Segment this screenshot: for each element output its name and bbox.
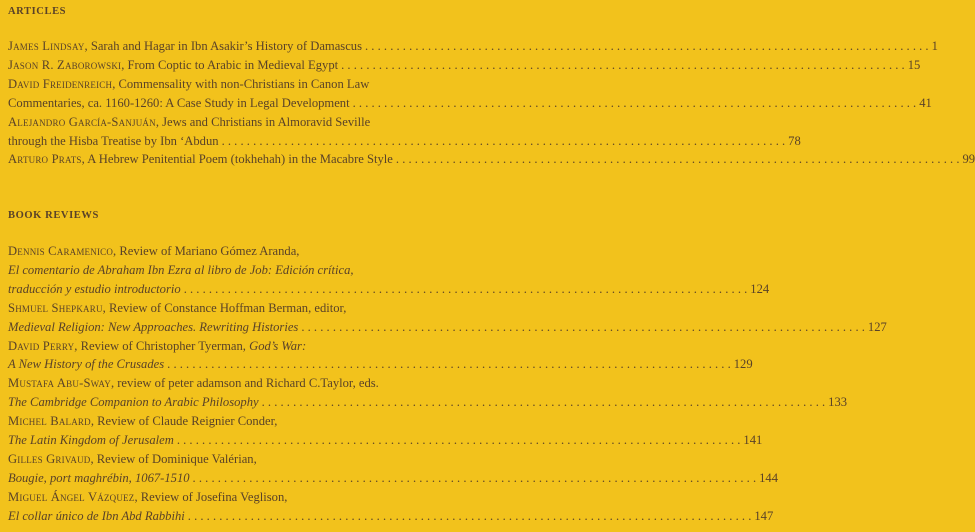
review-entry[interactable] — [8, 488, 774, 526]
leader-dots — [193, 469, 757, 488]
review-line1: , Review of Constance Hoffman Berman, editor, — [102, 300, 347, 315]
article-title-line2: Commentaries, ca. 1160-1260: A Case Study in Legal Development — [8, 95, 350, 110]
page-number: 147 — [754, 508, 774, 523]
page-number: 133 — [828, 395, 848, 410]
book-reviews-heading: BOOK REVIEWS — [8, 210, 99, 221]
page-number: 144 — [759, 470, 779, 485]
article-title: , Sarah and Hagar in Ibn Asakir’s History of Damascus — [84, 39, 362, 53]
leader-dots — [188, 507, 752, 526]
review-book-title: El collar único de Ibn Abd Rabbihi — [8, 508, 185, 523]
article-title: , From Coptic to Arabic in Medieval Egypt — [121, 57, 339, 72]
review-author: Shmuel Shepkaru — [8, 300, 103, 315]
page-number: 78 — [788, 133, 801, 148]
review-author: Dennis Caramenico — [8, 244, 114, 258]
page-number: 99 — [962, 152, 975, 167]
leader-dots — [365, 37, 929, 56]
leader-dots — [262, 393, 826, 412]
article-entry[interactable] — [8, 56, 921, 75]
review-book-title: traducción y estudio introductorio — [8, 281, 181, 296]
page-number: 41 — [919, 95, 932, 110]
review-entry[interactable] — [8, 337, 753, 375]
review-line1: , Review of Josefina Veglison, — [134, 489, 288, 504]
review-entry[interactable] — [8, 450, 779, 488]
page-number: 124 — [750, 281, 770, 296]
article-author: Alejandro García-Sanjuán — [8, 114, 156, 129]
review-book-title: A New History of the Crusades — [8, 357, 165, 372]
review-line1: , Review of Christopher Tyerman, — [74, 338, 250, 353]
page-number: 127 — [867, 319, 887, 334]
page-number: 141 — [743, 433, 763, 448]
articles-list — [8, 37, 975, 169]
review-author: Gilles Grivaud — [8, 451, 91, 466]
review-book-title: Medieval Religion: New Approaches. Rewriting Histories — [8, 319, 299, 334]
leader-dots — [301, 318, 865, 337]
review-author: Miguel Ángel Vázquez — [8, 489, 135, 504]
leader-dots — [341, 56, 905, 75]
article-author: Arturo Prats — [8, 152, 82, 167]
article-entry[interactable] — [8, 113, 801, 151]
article-author: David Freidenreich — [8, 76, 113, 91]
review-line1: , Review of Claude Reignier Conder, — [90, 414, 278, 429]
article-entry[interactable] — [8, 150, 975, 169]
page-number: 15 — [907, 57, 921, 72]
leader-dots — [396, 150, 960, 169]
review-entry[interactable] — [8, 412, 763, 450]
review-book-title: The Latin Kingdom of Jerusalem — [8, 433, 174, 448]
review-entry[interactable] — [8, 299, 887, 337]
review-author: Mustafa Abu-Sway — [8, 376, 111, 391]
review-book-title: El comentario de Abraham Ibn Ezra al libro de Job: Edición crítica, — [8, 262, 354, 277]
review-book-title: The Cambridge Companion to Arabic Philosophy — [8, 395, 259, 410]
review-entry[interactable] — [8, 374, 848, 412]
review-line1: , Review of Dominique Valérian, — [90, 451, 257, 466]
article-entry[interactable] — [8, 75, 932, 113]
review-entry[interactable] — [8, 242, 770, 299]
page-number: 1 — [931, 39, 938, 53]
page-number: 129 — [733, 357, 753, 372]
leader-dots — [167, 355, 731, 374]
review-book-title: Bougie, port maghrébin, 1067-1510 — [8, 470, 190, 485]
review-author: David Perry — [8, 338, 75, 353]
leader-dots — [222, 132, 786, 151]
review-line1: , review of peter adamson and Richard C.Taylor, eds. — [110, 376, 379, 391]
article-author: Jason R. Zaborowski — [8, 57, 122, 72]
leader-dots — [177, 431, 741, 450]
leader-dots — [184, 280, 748, 299]
leader-dots — [353, 94, 917, 113]
article-title: , A Hebrew Penitential Poem (tokhehah) in the Macabre Style — [81, 152, 393, 167]
article-title-line2: through the Hisba Treatise by Ibn ‘Abdun — [8, 133, 219, 148]
book-reviews-list — [8, 242, 887, 526]
article-title-line1: , Jews and Christians in Almoravid Seville — [155, 114, 371, 129]
articles-heading: ARTICLES — [8, 6, 67, 17]
review-line1: , Review of Mariano Gómez Aranda, — [113, 244, 300, 258]
review-author: Michel Balard — [8, 414, 91, 429]
article-author: James Lindsay — [8, 39, 85, 53]
article-title-line1: , Commensality with non-Christians in Canon Law — [112, 76, 370, 91]
review-book-title: God’s War: — [249, 338, 307, 353]
article-entry[interactable] — [8, 37, 938, 56]
